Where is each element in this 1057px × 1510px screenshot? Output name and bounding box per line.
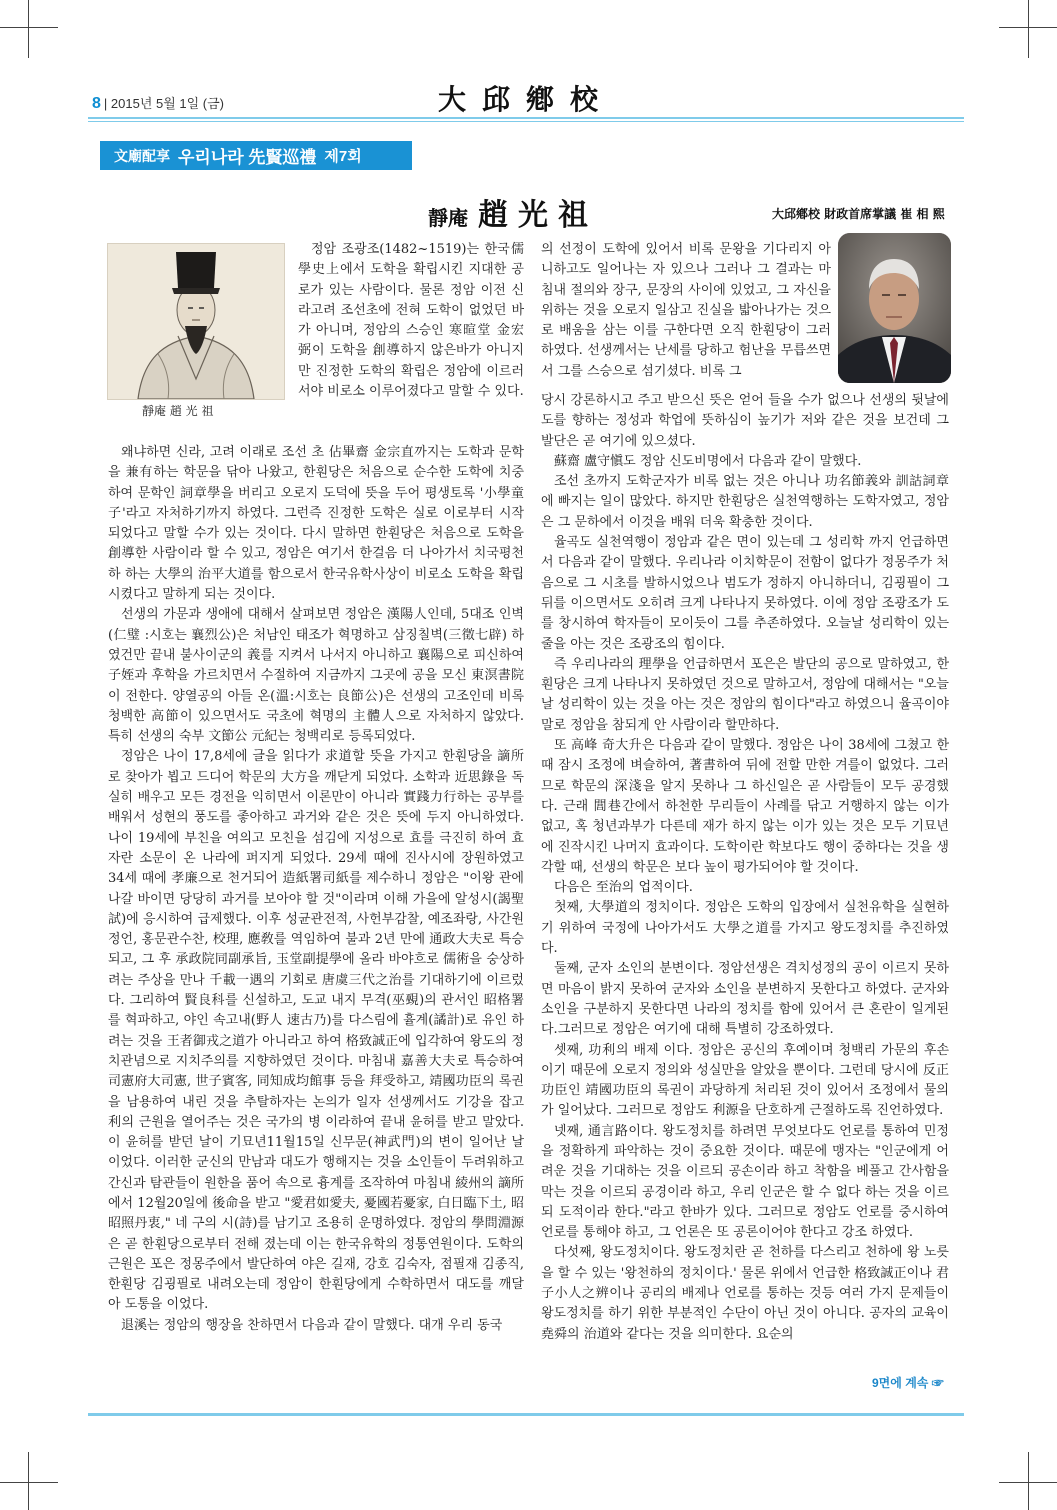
page-header-date: [92, 93, 224, 113]
paragraph: 당시 강론하시고 주고 받으신 뜻은 얻어 들을 수가 없으나 선생의 뒷날에 도를 향하는 정성과 학업에 뜻하심이 높기가 저와 같은 것을 보건데 그 발단은 곧 여기에 있으셨다.: [541, 393, 949, 449]
author-byline: 大邱鄕校 財政首席掌議 崔 相 熙: [772, 207, 945, 221]
paragraph: 다섯째, 왕도정치이다. 왕도정치란 곧 천하를 다스리고 천하에 왕 노릇을 할 수 있는 '왕천하의 정치이다.' 물론 위에서 언급한 格致誠正이나 君子小人之辨이나 공리의 배제나 언로를 통하는 것등 여러 가지 문제들이 왕도정치를 하기 위한 부분적인 수단이 아닌 것이 아니다. 공자의 교육이 堯舜의 治道와 같다는 것을 의미한다. 요순의: [541, 1245, 949, 1342]
paragraph: 다음은 至治의 업적이다.: [554, 880, 693, 896]
footer-rule: [88, 1413, 964, 1416]
header-rule: [88, 117, 964, 119]
article-column-1: [108, 443, 524, 1336]
series-banner: [100, 141, 412, 170]
paragraph: 정암은 나이 17,8세에 글을 읽다가 求道할 뜻을 가지고 한훤당을 謫所로 찾아가 뵙고 드디어 학문의 大方을 깨닫게 되었다. 소학과 近思錄을 독실히 배우고 모든 경전을 익히면서 이론만이 아니라 實踐力行하는 공부를 배워서 성현의 풍도를 좋아하고 과거와 같은 것은 뜻에 두지 아니하였다. 나이 19세에 부친을 여의고 모친을 섬김에 지성으로 효를 극진히 하여 효자란 소문이 온 나라에 퍼지게 되었다. 29세 때에 진사시에 장원하였고 34세 때에 孝廉으로 천거되어 造紙署司紙를 제수하니 정암은 "이왕 관에 나갈 바이면 당당히 과거를 보아야 할 것"이라며 이해 가을에 알성시(謁聖試)에 응시하여 급제했다. 이후 성균관전적, 사헌부감찰, 예조좌랑, 사간원정언, 홍문관수찬, 校理, 應敎를 역임하여 불과 2년 만에 通政大夫로 특승되고, 그 후 承政院同副承旨, 玉堂副提學에 올라 바야흐로 儒術을 숭상하려는 주상을 만나 千載一遇의 기회로 唐虞三代之治를 기대하기에 이르렀다. 그리하여 賢良科를 신설하고, 도교 내지 무격(巫覡)의 관서인 昭格署를 혁파하고, 야인 속고내(野人 速古乃)를 다스림에 휼계(譎計)로 유인 하려는 것을 王者御戎之道가 아니라고 하여 格致誠正에 입각하여 왕도의 정치관념으로 지치주의를 지향하였던 것이다. 마침내 嘉善大夫로 특승하여 司憲府大司憲, 世子賓客, 同知成均館事 등을 拜受하고, 靖國功臣의 록권을 남용하여 내린 것을 추탈하자는 논의가 일자 선생께서도 기강을 잡고 利의 근원을 열어주는 것은 국가의 병 이라하여 끝내 윤허를 받고 말았다. 이 윤허를 받던 날이 기묘년11월15일 신무문(神武門)의 변이 일어난 날이었다. 이러한 군신의 만남과 대도가 행해지는 것을 소인들이 두려워하고 간신과 탐관들이 원한을 품어 속으로 흉계를 조작하여 마침내 綾州의 謫所에서 12월20일에 後命을 받고 "愛君如愛夫, 憂國若憂家, 白日臨下土, 昭昭照丹衷," 네 구의 시(詩)를 남기고 조용히 운명하였다. 정암의 學問淵源은 곧 한훤당으로부터 전해 졌는데 이는 한국유학의 정통연원이다. 도학의 근원은 포은 정몽주에서 발단하여 야은 길재, 강호 김숙자, 점필재 김종직, 한훤당 김굉필로 내려오는데 정암이 한훤당에게 수학하면서 대도를 깨달아 도통을 이었다.: [108, 749, 524, 1313]
crop-mark: [28, 1452, 29, 1510]
series-name: 우리나라 先賢巡禮: [178, 148, 317, 167]
series-episode: 제7회: [324, 148, 362, 165]
article-column-2-top: [541, 240, 831, 382]
crop-mark: [0, 1482, 58, 1483]
portrait-painting: [107, 243, 285, 400]
crop-mark: [28, 0, 29, 58]
title-name: 趙光祖: [478, 198, 598, 233]
paragraph: 정암 조광조(1482~1519)는 한국儒學史上에서 도학을 확립시킨 지대한 공로가 있는 사람이다. 물론 정암 이전 신라고려 조선초에 전혀 도학이 없었던 바가 아니며, 정암의 스승인 寒暄堂 金宏弼이 도학을 創導하지 않은바가 아니지만 진정한 도학의 확립은 정암에 이르러서야 비로소 이루어졌다고 말할 수 있다.: [298, 242, 524, 400]
series-category: 文廟配享: [114, 147, 170, 164]
newspaper-title: 大邱鄕校: [438, 83, 615, 116]
paragraph: 둘째, 군자 소인의 분변이다. 정암선생은 격치성정의 공이 이르지 못하면 마음이 밝지 못하여 군자와 소인을 분변하지 못한다고 하였다. 군자와 소인을 구분하지 못한다면 나라의 정치를 함에 있어서 큰 혼란이 일게된다.그러므로 정암은 여기에 대해 특별히 강조하였다.: [541, 961, 949, 1038]
portrait-caption: 靜庵 趙 光 祖: [142, 404, 214, 418]
paragraph: 율곡도 실천역행이 정암과 같은 면이 있는데 그 성리학 까지 언급하면서 다음과 같이 말했다. 우리나라 이치학문이 전함이 없다가 정몽주가 처음으로 그 시초를 발하시었으나 범도가 정하지 아니하더니, 김굉필이 그 뒤를 이으면서도 오히려 크게 나타나지 못하였다. 이에 정암 조광조가 도를 창시하여 학자들이 모이듯이 그를 추존하였다. 오늘날 성리학이 있는 줄을 아는 것은 조광조의 힘이다.: [541, 535, 949, 652]
paragraph: 조선 초까지 도학군자가 비록 없는 것은 아니나 功名節義와 訓詁詞章에 빠지는 일이 많았다. 하지만 한훤당은 실천역행하는 도학자였고, 정암은 그 문하에서 이것을 배워 더욱 확충한 것이다.: [541, 474, 949, 530]
paragraph: 의 선정이 도학에 있어서 비록 문왕을 기다리지 아니하고도 일어나는 자 있으나 그러나 그 결과는 마침내 절의와 장구, 문장의 사이에 있었고, 그 자신을 위하는 것을 오로지 일삼고 진실을 밟아나가는 것으로 배움을 삼는 이를 구한다면 오직 한훤당이 그러하였다. 선생께서는 난세를 당하고 험난을 무릅쓰면서 그를 스승으로 섬기셨다. 비록 그: [541, 242, 831, 379]
crop-mark: [1028, 1452, 1029, 1510]
paragraph: 넷째, 通言路이다. 왕도정치를 하려면 무엇보다도 언로를 통하여 민정을 정확하게 파악하는 것이 중요한 것이다. 때문에 맹자는 "인군에게 어려운 것을 기대하는 것을 이르되 공손이라 하고 착함을 베풀고 간사함을 막는 것을 이르되 공경이라 하고, 우리 인군은 할 수 없다 하는 것을 이르되 도적이라 한다."라고 한바가 있다. 그러므로 정암도 언로를 중시하여 언로를 통해야 하고, 그 언론은 또 공론이어야 한다고 강조 하였다.: [541, 1123, 949, 1241]
crop-mark: [0, 27, 58, 28]
paragraph: 즉 우리나라의 理學을 언급하면서 포은은 발단의 공으로 말하였고, 한훤당은 크게 나타나지 못하였던 것으로 말하고서, 정암에 대해서는 "오늘날 성리학이 있는 것을 아는 것은 정암의 힘이다"라고 하였으니 율곡이야 말로 정암을 참되게 안 사람이라 할만하다.: [541, 656, 949, 733]
article-title: [428, 190, 598, 234]
article-column-2: [541, 391, 949, 1345]
paragraph: 蘇齋 盧守愼도 정암 신도비명에서 다음과 같이 말했다.: [554, 453, 862, 469]
paragraph: 退溪는 정암의 행장을 찬하면서 다음과 같이 말했다. 대개 우리 동국: [121, 1317, 503, 1333]
paragraph: 셋째, 功利의 배제 이다. 정암은 공신의 후예이며 청백리 가문의 후손이기 때문에 오로지 정의와 성실만을 알았을 뿐이다. 그런데 당시에 反正功臣인 靖國功臣의 록권이 과당하게 처리된 것이 있어서 조정에서 물의가 일어났다. 그러므로 정암도 利源을 단호하게 근절하도록 진언하였다.: [541, 1042, 949, 1119]
header-rule: [88, 121, 964, 122]
paragraph: 왜냐하면 신라, 고려 이래로 조선 초 佔畢齋 金宗直까지는 도학과 문학을 兼有하는 학문을 닦아 나왔고, 한훤당은 처음으로 순수한 도학에 치중하여 문학인 詞章學을 버리고 오로지 도덕에 뜻을 두어 평생토록 '小學童子'라고 자처하기까지 하였다. 그런즉 진정한 도학은 실로 이로부터 시작 되었다고 말할 수가 있는 것이다. 다시 말하면 한훤당은 처음으로 도학을 創導한 사람이라 할 수 있고, 정암은 여기서 한걸음 더 나아가서 치국평천하 하는 大學의 治平大道를 함으로서 한국유학사상이 비로소 도학을 확립시켰다고 말하게 되는 것이다.: [108, 445, 524, 603]
continued-on-page-link[interactable]: 9면에 계속 ☞: [872, 1376, 944, 1390]
paragraph: 또 高峰 奇大升은 다음과 같이 말했다. 정암은 나이 38세에 그쳤고 한때 잠시 조정에 벼슬하여, 著書하여 뒤에 전할 만한 겨를이 없었다. 그러므로 학문의 深淺을 알지 못하나 그 하신일은 곧 사람들이 모두 공경했다. 근래 閭巷간에서 하천한 무리들이 사례를 닦고 거행하지 않는 이가 없고, 혹 청년과부가 다른데 재가 하지 않는 이가 있는 것은 모두 기묘년에 진작시킨 나머지 효과이다. 도학이란 학보다도 행이 중하다는 것을 생각할 때, 선생의 학문은 보다 높이 평가되어야 할 것이다.: [541, 738, 949, 875]
page-number: 8: [92, 95, 101, 112]
paragraph: 첫째, 大學道의 정치이다. 정암은 도학의 입장에서 실천유학을 실현하기 위하여 국정에 나아가서도 大學之道를 가지고 왕도정치를 추진하였다.: [541, 900, 949, 957]
crop-mark: [1028, 0, 1029, 58]
issue-date: | 2015년 5월 1일 (금): [103, 96, 225, 111]
article-column-1-top: [298, 240, 524, 402]
paragraph: 선생의 가문과 생애에 대해서 살펴보면 정암은 漢陽人인데, 5대조 인벽(仁璧 :시호는 襄烈公)은 처남인 태조가 혁명하고 삼징칠벽(三徵七辟) 하였건만 끝내 불사이군의 義를 지켜서 나서지 아니하고 襄陽으로 피신하여 子姪과 후학을 가르치면서 수절하여 지금까지 그곳에 공을 모신 東溟書院이 전한다. 양열공의 아들 온(溫:시호는 良節公)은 선생의 고조인데 비록 청백한 高節이 있으면서도 국초에 혁명의 主體人으로 자처하지 않았다. 특히 선생의 숙부 文節公 元紀는 청백리로 등록되었다.: [108, 607, 524, 745]
title-pen-name: 靜庵: [428, 206, 468, 230]
author-photo: [838, 233, 951, 383]
